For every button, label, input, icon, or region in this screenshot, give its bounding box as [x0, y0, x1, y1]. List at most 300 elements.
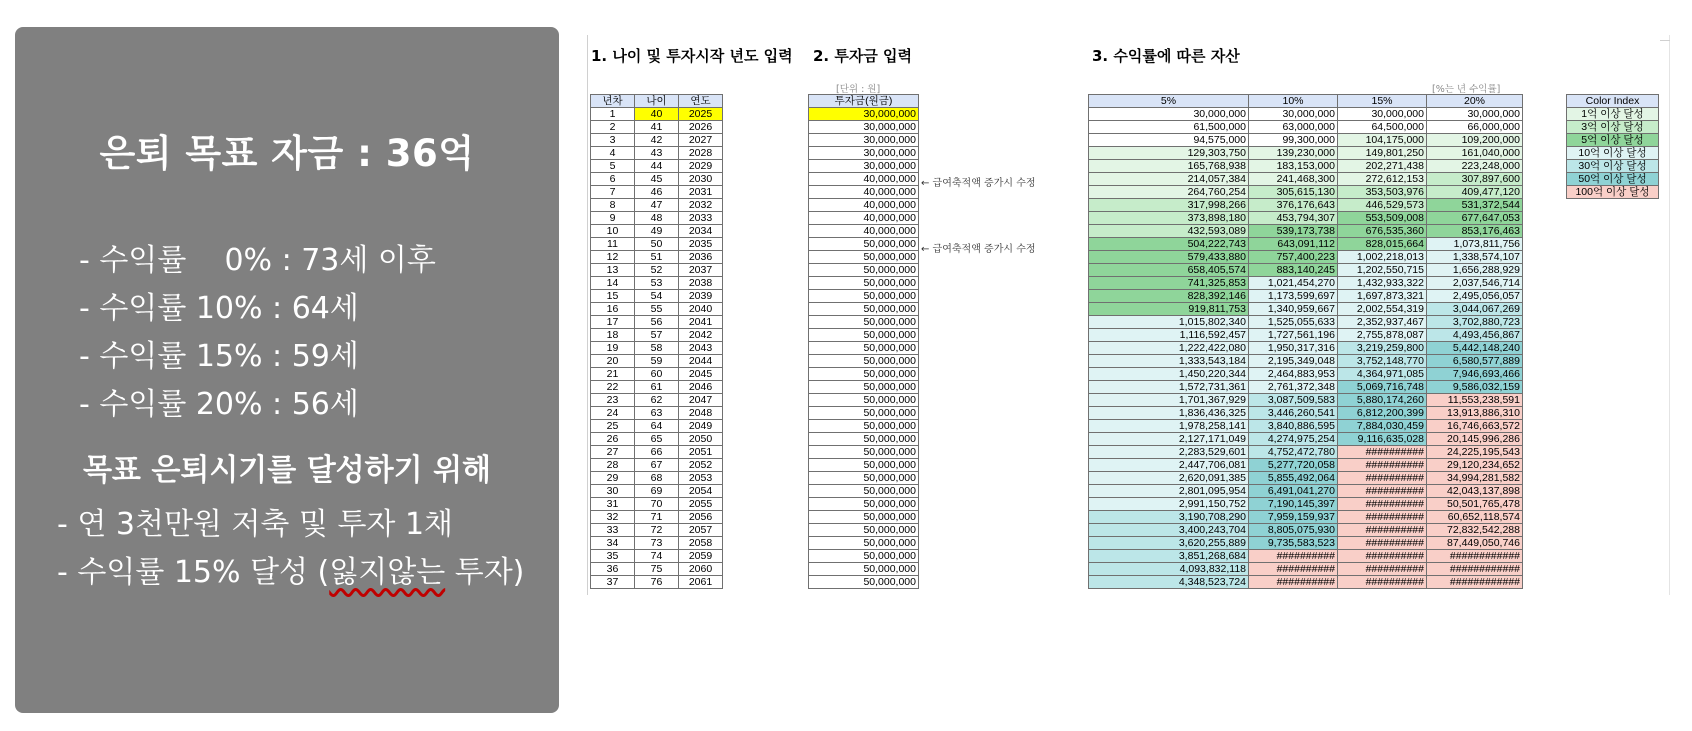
- asset-cell: 504,222,743: [1089, 238, 1249, 251]
- table-row: [809, 238, 919, 251]
- investment-cell: 50,000,000: [809, 433, 919, 446]
- year-cell: 2052: [679, 459, 723, 472]
- asset-cell: 2,620,091,385: [1089, 472, 1249, 485]
- investment-cell: 50,000,000: [809, 238, 919, 251]
- table-row: [591, 459, 723, 472]
- asset-cell: 13,913,886,310: [1427, 407, 1523, 420]
- asset-cell: 2,037,546,714: [1427, 277, 1523, 290]
- asset-cell: 919,811,753: [1089, 303, 1249, 316]
- asset-cell: 3,702,880,723: [1427, 316, 1523, 329]
- year-count-cell: 10: [591, 225, 635, 238]
- asset-cell: ##########: [1249, 576, 1338, 589]
- year-count-cell: 37: [591, 576, 635, 589]
- table-row: [591, 407, 723, 420]
- year-cell: 2057: [679, 524, 723, 537]
- age-cell: 68: [635, 472, 679, 485]
- asset-cell: 4,093,832,118: [1089, 563, 1249, 576]
- year-count-cell: 28: [591, 459, 635, 472]
- asset-cell: 432,593,089: [1089, 225, 1249, 238]
- asset-cell: 7,946,693,466: [1427, 368, 1523, 381]
- asset-cell: 24,225,195,543: [1427, 446, 1523, 459]
- asset-cell: 3,851,268,684: [1089, 550, 1249, 563]
- table-row: [1089, 472, 1523, 485]
- age-cell: 49: [635, 225, 679, 238]
- table-row: [591, 420, 723, 433]
- age-cell: 53: [635, 277, 679, 290]
- table-row: [591, 381, 723, 394]
- color-index-cell: 100억 이상 달성: [1567, 186, 1659, 199]
- investment-cell: 50,000,000: [809, 368, 919, 381]
- asset-cell: 579,433,880: [1089, 251, 1249, 264]
- year-count-cell: 32: [591, 511, 635, 524]
- asset-cell: 5,880,174,260: [1338, 394, 1427, 407]
- asset-cell: ##########: [1338, 498, 1427, 511]
- asset-cell: 149,801,250: [1338, 147, 1427, 160]
- age-cell: 47: [635, 199, 679, 212]
- asset-cell: 11,553,238,591: [1427, 394, 1523, 407]
- asset-cell: 87,449,050,746: [1427, 537, 1523, 550]
- investment-cell: 50,000,000: [809, 277, 919, 290]
- asset-cell: 109,200,000: [1427, 134, 1523, 147]
- panel-title: 은퇴 목표 자금 : 36억: [99, 132, 475, 175]
- asset-cell: 241,468,300: [1249, 173, 1338, 186]
- investment-cell: 50,000,000: [809, 355, 919, 368]
- year-count-cell: 9: [591, 212, 635, 225]
- investment-cell: 40,000,000: [809, 186, 919, 199]
- asset-cell: 376,176,643: [1249, 199, 1338, 212]
- table-row: [1089, 446, 1523, 459]
- col-header-age: 나이: [635, 95, 679, 108]
- table-row: [1089, 355, 1523, 368]
- table-row: [1089, 134, 1523, 147]
- color-index-cell: 5억 이상 달성: [1567, 134, 1659, 147]
- table-row: [591, 212, 723, 225]
- table-row: [591, 108, 723, 121]
- table-row: [809, 485, 919, 498]
- asset-cell: ############: [1427, 563, 1523, 576]
- asset-cell: 63,000,000: [1249, 121, 1338, 134]
- asset-cell: 129,303,750: [1089, 147, 1249, 160]
- table-row: [809, 329, 919, 342]
- investment-cell: 30,000,000: [809, 147, 919, 160]
- year-count-cell: 14: [591, 277, 635, 290]
- asset-cell: 3,446,260,541: [1249, 407, 1338, 420]
- age-year-table: [590, 94, 723, 589]
- color-index-cell: 10억 이상 달성: [1567, 147, 1659, 160]
- asset-cell: 264,760,254: [1089, 186, 1249, 199]
- asset-cell: 1,173,599,697: [1249, 290, 1338, 303]
- asset-cell: 305,615,130: [1249, 186, 1338, 199]
- table-row: [809, 394, 919, 407]
- age-cell: 67: [635, 459, 679, 472]
- asset-cell: ##########: [1338, 524, 1427, 537]
- asset-cell: 223,248,000: [1427, 160, 1523, 173]
- asset-cell: 3,219,259,800: [1338, 342, 1427, 355]
- year-cell: 2044: [679, 355, 723, 368]
- year-cell: 2053: [679, 472, 723, 485]
- investment-cell: 50,000,000: [809, 290, 919, 303]
- table-row: [1089, 290, 1523, 303]
- table-row: [1089, 225, 1523, 238]
- asset-cell: 6,812,200,399: [1338, 407, 1427, 420]
- asset-cell: 531,372,544: [1427, 199, 1523, 212]
- year-cell: 2058: [679, 537, 723, 550]
- investment-cell: 50,000,000: [809, 550, 919, 563]
- table-row: [591, 576, 723, 589]
- table-row: [809, 355, 919, 368]
- investment-cell: 50,000,000: [809, 394, 919, 407]
- summary-panel: [15, 27, 559, 713]
- col-header-rate-20: 20%: [1427, 95, 1523, 108]
- age-cell: 54: [635, 290, 679, 303]
- year-cell: 2038: [679, 277, 723, 290]
- investment-cell: 50,000,000: [809, 264, 919, 277]
- asset-cell: 64,500,000: [1338, 121, 1427, 134]
- asset-cell: 883,140,245: [1249, 264, 1338, 277]
- salary-note-1: ← 급여축적액 증가시 수정: [921, 178, 1036, 189]
- investment-table: [808, 94, 919, 589]
- asset-cell: 2,464,883,953: [1249, 368, 1338, 381]
- table-row: [809, 407, 919, 420]
- investment-cell: 40,000,000: [809, 225, 919, 238]
- color-index-row: [1567, 186, 1659, 199]
- col-header-rate-10: 10%: [1249, 95, 1338, 108]
- color-index-row: [1567, 147, 1659, 160]
- asset-cell: 42,043,137,898: [1427, 485, 1523, 498]
- table-row: [1089, 173, 1523, 186]
- table-row: [809, 563, 919, 576]
- age-cell: 62: [635, 394, 679, 407]
- asset-cell: 1,338,574,107: [1427, 251, 1523, 264]
- table-row: [591, 446, 723, 459]
- section-1-title: 1. 나이 및 투자시작 년도 입력: [591, 47, 793, 65]
- year-cell: 2048: [679, 407, 723, 420]
- table-row: [591, 355, 723, 368]
- asset-cell: 677,647,053: [1427, 212, 1523, 225]
- table-row: [809, 290, 919, 303]
- asset-cell: 658,405,574: [1089, 264, 1249, 277]
- spellcheck-word: 잃지않는: [329, 555, 446, 590]
- asset-cell: 3,620,255,889: [1089, 537, 1249, 550]
- table-row: [591, 251, 723, 264]
- table-row: [809, 186, 919, 199]
- investment-cell: 50,000,000: [809, 446, 919, 459]
- age-cell: 40: [635, 108, 679, 121]
- year-count-cell: 11: [591, 238, 635, 251]
- asset-cell: 5,277,720,058: [1249, 459, 1338, 472]
- table-row: [1089, 420, 1523, 433]
- age-cell: 58: [635, 342, 679, 355]
- asset-cell: 3,087,509,583: [1249, 394, 1338, 407]
- investment-cell: 50,000,000: [809, 498, 919, 511]
- year-count-cell: 6: [591, 173, 635, 186]
- color-index-cell: 30억 이상 달성: [1567, 160, 1659, 173]
- sheet-corner-tick: [1660, 40, 1670, 41]
- table-row: [1089, 121, 1523, 134]
- year-cell: 2042: [679, 329, 723, 342]
- investment-cell: 30,000,000: [809, 108, 919, 121]
- asset-cell: 5,442,148,240: [1427, 342, 1523, 355]
- table-row: [1089, 316, 1523, 329]
- asset-cell: 104,175,000: [1338, 134, 1427, 147]
- investment-cell: 50,000,000: [809, 303, 919, 316]
- asset-cell: ############: [1427, 576, 1523, 589]
- age-cell: 63: [635, 407, 679, 420]
- year-cell: 2028: [679, 147, 723, 160]
- table-row: [591, 173, 723, 186]
- year-count-cell: 13: [591, 264, 635, 277]
- table-row: [809, 368, 919, 381]
- table-row: [591, 264, 723, 277]
- investment-cell: 30,000,000: [809, 134, 919, 147]
- year-count-cell: 23: [591, 394, 635, 407]
- investment-cell: 50,000,000: [809, 407, 919, 420]
- table-row: [1089, 563, 1523, 576]
- asset-cell: ##########: [1338, 446, 1427, 459]
- table-row: [591, 563, 723, 576]
- table-row: [1089, 524, 1523, 537]
- asset-cell: 307,897,600: [1427, 173, 1523, 186]
- year-cell: 2045: [679, 368, 723, 381]
- table-row: [809, 173, 919, 186]
- asset-cell: 4,493,456,867: [1427, 329, 1523, 342]
- table-row: [1089, 394, 1523, 407]
- asset-cell: ##########: [1338, 576, 1427, 589]
- asset-cell: 2,352,937,467: [1338, 316, 1427, 329]
- year-count-cell: 35: [591, 550, 635, 563]
- asset-cell: 2,127,171,049: [1089, 433, 1249, 446]
- asset-cell: 539,173,738: [1249, 225, 1338, 238]
- asset-cell: 1,202,550,715: [1338, 264, 1427, 277]
- table-row: [809, 303, 919, 316]
- asset-cell: 50,501,765,478: [1427, 498, 1523, 511]
- asset-cell: 1,701,367,929: [1089, 394, 1249, 407]
- year-count-cell: 3: [591, 134, 635, 147]
- asset-cell: 99,300,000: [1249, 134, 1338, 147]
- table-row: [591, 368, 723, 381]
- table-row: [591, 498, 723, 511]
- table-row: [591, 537, 723, 550]
- asset-cell: 2,761,372,348: [1249, 381, 1338, 394]
- table-row: [591, 147, 723, 160]
- asset-cell: 1,116,592,457: [1089, 329, 1249, 342]
- col-header-rate-5: 5%: [1089, 95, 1249, 108]
- table-row: [1089, 381, 1523, 394]
- section-3-title: 3. 수익률에 따른 자산: [1092, 47, 1240, 65]
- year-cell: 2031: [679, 186, 723, 199]
- age-cell: 57: [635, 329, 679, 342]
- asset-cell: ##########: [1338, 459, 1427, 472]
- asset-cell: 8,805,075,930: [1249, 524, 1338, 537]
- age-cell: 76: [635, 576, 679, 589]
- age-cell: 52: [635, 264, 679, 277]
- asset-cell: ############: [1427, 550, 1523, 563]
- year-count-cell: 34: [591, 537, 635, 550]
- table-row: [809, 576, 919, 589]
- year-count-cell: 33: [591, 524, 635, 537]
- asset-cell: 353,503,976: [1338, 186, 1427, 199]
- year-count-cell: 1: [591, 108, 635, 121]
- asset-cell: 1,697,873,321: [1338, 290, 1427, 303]
- asset-cell: 2,195,349,048: [1249, 355, 1338, 368]
- age-cell: 71: [635, 511, 679, 524]
- age-cell: 75: [635, 563, 679, 576]
- table-row: [809, 225, 919, 238]
- table-row: [1089, 537, 1523, 550]
- asset-cell: 66,000,000: [1427, 121, 1523, 134]
- asset-cell: 5,855,492,064: [1249, 472, 1338, 485]
- table-row: [1089, 212, 1523, 225]
- asset-cell: 828,015,664: [1338, 238, 1427, 251]
- year-count-cell: 27: [591, 446, 635, 459]
- year-count-cell: 5: [591, 160, 635, 173]
- asset-cell: 16,746,663,572: [1427, 420, 1523, 433]
- age-cell: 43: [635, 147, 679, 160]
- asset-cell: 1,021,454,270: [1249, 277, 1338, 290]
- table-row: [1089, 498, 1523, 511]
- asset-cell: 61,500,000: [1089, 121, 1249, 134]
- table-row: [809, 212, 919, 225]
- asset-cell: 3,044,067,269: [1427, 303, 1523, 316]
- asset-cell: 446,529,573: [1338, 199, 1427, 212]
- table-row: [591, 316, 723, 329]
- year-count-cell: 26: [591, 433, 635, 446]
- asset-cell: 409,477,120: [1427, 186, 1523, 199]
- year-cell: 2050: [679, 433, 723, 446]
- color-index-row: [1567, 108, 1659, 121]
- age-cell: 45: [635, 173, 679, 186]
- investment-cell: 30,000,000: [809, 121, 919, 134]
- table-row: [591, 433, 723, 446]
- asset-cell: 1,333,543,184: [1089, 355, 1249, 368]
- table-row: [809, 199, 919, 212]
- year-count-cell: 15: [591, 290, 635, 303]
- investment-cell: 40,000,000: [809, 173, 919, 186]
- asset-cell: 29,120,234,652: [1427, 459, 1523, 472]
- asset-cell: 4,348,523,724: [1089, 576, 1249, 589]
- color-index-table: [1566, 94, 1659, 199]
- asset-cell: ##########: [1338, 511, 1427, 524]
- asset-cell: 5,069,716,748: [1338, 381, 1427, 394]
- table-row: [1089, 342, 1523, 355]
- year-cell: 2043: [679, 342, 723, 355]
- table-row: [1089, 199, 1523, 212]
- asset-cell: 9,735,583,523: [1249, 537, 1338, 550]
- color-index-header: Color Index: [1567, 95, 1659, 108]
- asset-cell: 1,727,561,196: [1249, 329, 1338, 342]
- color-index-cell: 50억 이상 달성: [1567, 173, 1659, 186]
- table-row: [809, 537, 919, 550]
- asset-cell: 214,057,384: [1089, 173, 1249, 186]
- age-cell: 59: [635, 355, 679, 368]
- investment-cell: 50,000,000: [809, 563, 919, 576]
- asset-cell: 1,656,288,929: [1427, 264, 1523, 277]
- age-cell: 41: [635, 121, 679, 134]
- sheet-left-border: [587, 35, 588, 595]
- age-cell: 44: [635, 160, 679, 173]
- age-cell: 48: [635, 212, 679, 225]
- asset-cell: 2,002,554,319: [1338, 303, 1427, 316]
- asset-cell: 202,271,438: [1338, 160, 1427, 173]
- asset-cell: 1,015,802,340: [1089, 316, 1249, 329]
- year-cell: 2049: [679, 420, 723, 433]
- asset-cell: 2,283,529,601: [1089, 446, 1249, 459]
- goal-line-2: [57, 547, 524, 591]
- asset-cell: 757,400,223: [1249, 251, 1338, 264]
- table-row: [1089, 251, 1523, 264]
- investment-cell: 50,000,000: [809, 316, 919, 329]
- year-cell: 2055: [679, 498, 723, 511]
- asset-cell: 1,432,933,322: [1338, 277, 1427, 290]
- asset-cell: 72,832,542,288: [1427, 524, 1523, 537]
- year-count-cell: 24: [591, 407, 635, 420]
- table-row: [1089, 550, 1523, 563]
- asset-cell: 30,000,000: [1338, 108, 1427, 121]
- year-cell: 2061: [679, 576, 723, 589]
- table-row: [591, 225, 723, 238]
- table-row: [1089, 576, 1523, 589]
- asset-cell: 165,768,938: [1089, 160, 1249, 173]
- table-row: [591, 186, 723, 199]
- age-cell: 61: [635, 381, 679, 394]
- col-header-year: 연도: [679, 95, 723, 108]
- asset-cell: 1,978,258,141: [1089, 420, 1249, 433]
- table-row: [1089, 329, 1523, 342]
- investment-cell: 50,000,000: [809, 251, 919, 264]
- year-cell: 2037: [679, 264, 723, 277]
- year-cell: 2034: [679, 225, 723, 238]
- table-row: [809, 277, 919, 290]
- table-row: [809, 446, 919, 459]
- table-row: [809, 381, 919, 394]
- table-row: [591, 290, 723, 303]
- asset-cell: 7,959,159,937: [1249, 511, 1338, 524]
- salary-note-2: ← 급여축적액 증가시 수정: [921, 244, 1036, 255]
- age-cell: 50: [635, 238, 679, 251]
- asset-cell: 30,000,000: [1427, 108, 1523, 121]
- table-row: [1089, 186, 1523, 199]
- year-cell: 2036: [679, 251, 723, 264]
- year-count-cell: 31: [591, 498, 635, 511]
- investment-cell: 50,000,000: [809, 524, 919, 537]
- asset-cell: 6,491,041,270: [1249, 485, 1338, 498]
- investment-cell: 50,000,000: [809, 420, 919, 433]
- table-row: [809, 316, 919, 329]
- year-cell: 2056: [679, 511, 723, 524]
- asset-cell: 4,752,472,780: [1249, 446, 1338, 459]
- year-cell: 2054: [679, 485, 723, 498]
- year-cell: 2047: [679, 394, 723, 407]
- table-row: [1089, 485, 1523, 498]
- year-cell: 2029: [679, 160, 723, 173]
- table-row: [1089, 511, 1523, 524]
- table-row: [591, 472, 723, 485]
- table-row: [1089, 407, 1523, 420]
- asset-cell: 34,994,281,582: [1427, 472, 1523, 485]
- unit-label: [단위 : 원]: [836, 84, 881, 95]
- table-row: [809, 472, 919, 485]
- asset-cell: 3,400,243,704: [1089, 524, 1249, 537]
- investment-cell: 50,000,000: [809, 576, 919, 589]
- asset-cell: 272,612,153: [1338, 173, 1427, 186]
- year-count-cell: 29: [591, 472, 635, 485]
- table-row: [591, 329, 723, 342]
- asset-cell: 2,755,878,087: [1338, 329, 1427, 342]
- asset-cell: 6,580,577,889: [1427, 355, 1523, 368]
- age-cell: 55: [635, 303, 679, 316]
- year-cell: 2041: [679, 316, 723, 329]
- table-row: [591, 303, 723, 316]
